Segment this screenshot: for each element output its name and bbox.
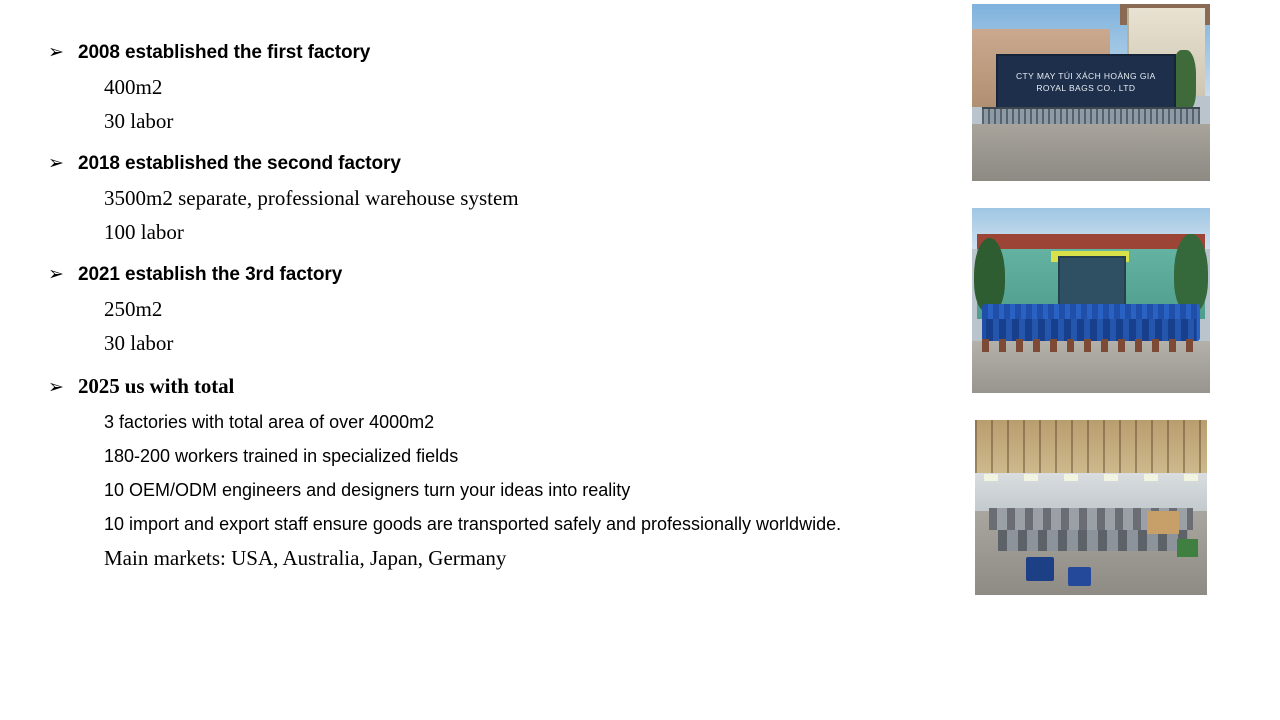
timeline-detail: 250m2 [104, 297, 163, 321]
photo-ground [972, 124, 1210, 181]
workshop-interior-photo [975, 420, 1207, 595]
factory-gate-photo [972, 4, 1210, 181]
photo-staff-row [986, 319, 1195, 341]
spacer [48, 364, 948, 373]
arrow-bullet-icon: ➢ [48, 264, 64, 285]
arrow-bullet-icon: ➢ [48, 377, 64, 398]
factory-staff-group-photo [972, 208, 1210, 393]
timeline-detail: 30 labor [104, 331, 174, 355]
photo-blue-bin [1068, 567, 1091, 586]
timeline-detail: 400m2 [104, 75, 163, 99]
photo-blue-bin [1026, 557, 1054, 582]
timeline-detail: 3500m2 separate, professional warehouse system [104, 186, 519, 210]
timeline-detail: 180-200 workers trained in specialized fields [104, 446, 459, 466]
photo-plant-pots [982, 339, 1201, 352]
slide-content [48, 40, 948, 579]
photo-roof [977, 234, 1205, 249]
spacer [48, 142, 948, 151]
photo-roof-beams [975, 420, 1207, 473]
timeline-detail: Main markets: USA, Australia, Japan, Germany [104, 546, 507, 570]
photo-ceiling-lights [984, 474, 1197, 481]
arrow-bullet-icon: ➢ [48, 153, 64, 174]
company-sign-line-1: CTY MAY TÚI XÁCH HOÀNG GIA [1016, 71, 1156, 82]
company-sign-line-2: ROYAL BAGS CO., LTD [1036, 83, 1136, 94]
spacer [48, 253, 948, 262]
timeline-detail: 10 import and export staff ensure goods are transported safely and professionally worldwide. [104, 514, 842, 534]
timeline-block-2008 [48, 40, 948, 134]
timeline-detail: 30 labor [104, 109, 174, 133]
arrow-bullet-icon: ➢ [48, 42, 64, 63]
timeline-heading-row [48, 262, 948, 288]
photo-tree [974, 238, 1005, 312]
timeline-block-2021 [48, 262, 948, 356]
timeline-detail: 10 OEM/ODM engineers and designers turn your ideas into reality [104, 480, 631, 500]
company-sign [996, 54, 1176, 111]
timeline-heading: 2025 us with total [78, 374, 235, 398]
timeline-heading-row [48, 151, 948, 177]
timeline-detail: 100 labor [104, 220, 184, 244]
timeline-heading: 2021 establish the 3rd factory [78, 264, 343, 285]
timeline-heading-row [48, 373, 948, 401]
photo-carton-box [1147, 511, 1179, 534]
timeline-heading: 2008 established the first factory [78, 42, 371, 63]
timeline-detail: 3 factories with total area of over 4000m2 [104, 412, 435, 432]
timeline-block-2018 [48, 151, 948, 245]
timeline-heading-row [48, 40, 948, 66]
timeline-block-2025 [48, 373, 948, 571]
photo-tree [1174, 234, 1207, 312]
photo-green-crate [1177, 539, 1198, 557]
timeline-heading: 2018 established the second factory [78, 153, 401, 174]
